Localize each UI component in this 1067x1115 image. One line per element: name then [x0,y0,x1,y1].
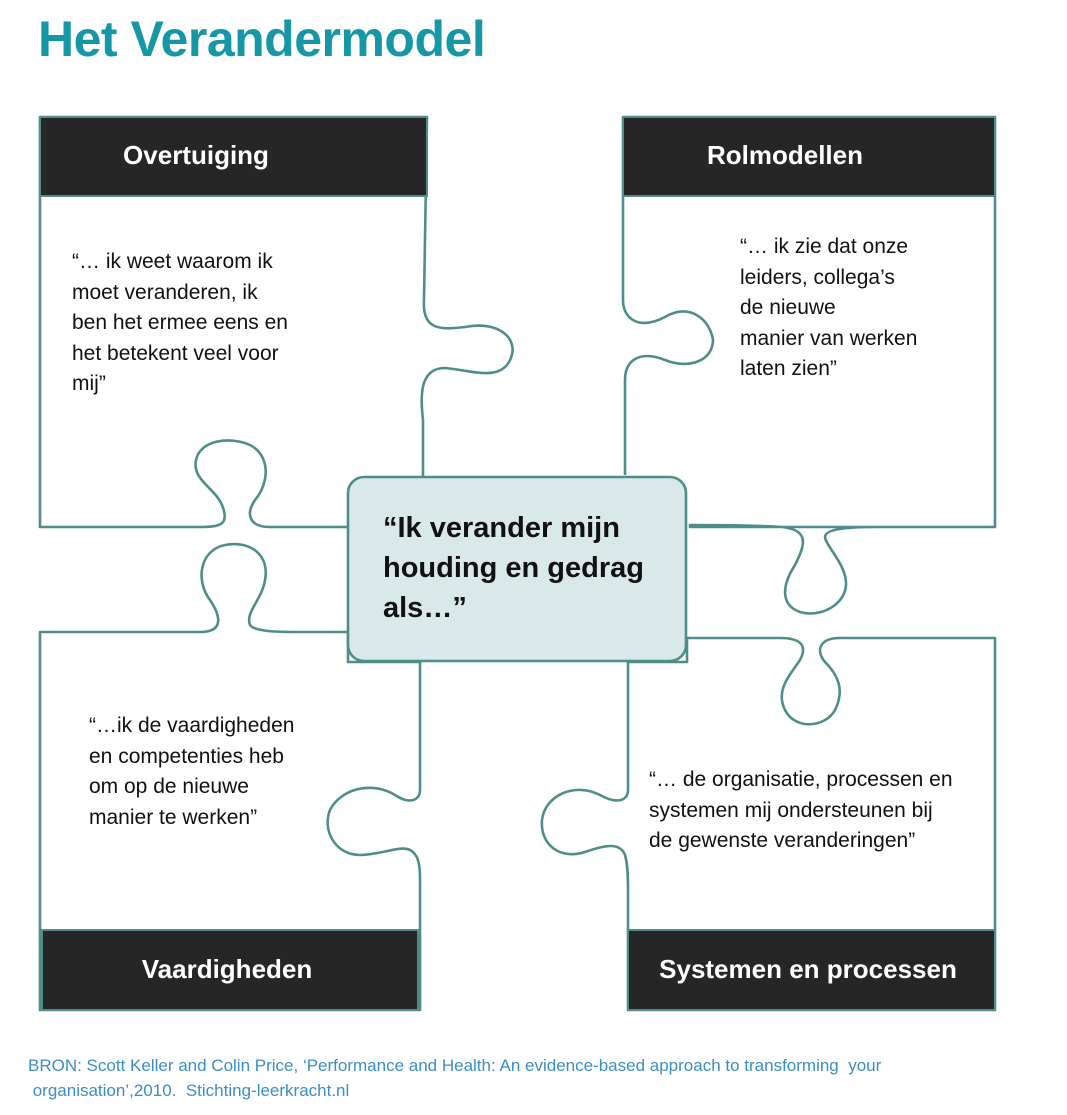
quote-line: ben het ermee eens en [72,311,288,334]
quote-rolmodellen [740,232,917,385]
center-quote-line: houding en gedrag [383,552,644,584]
header-label-overtuiging: Overtuiging [123,140,269,170]
source-citation [28,1053,1048,1103]
quote-line: de gewenste veranderingen” [649,829,916,852]
source-line: BRON: Scott Keller and Colin Price, ‘Performance and Health: An evidence-based approach to transforming your [28,1056,882,1075]
source-line: organisation’,2010. Stichting-leerkracht.nl [28,1081,350,1100]
quote-line: “… de organisatie, processen en [649,768,953,791]
quote-line: en competenties heb [89,744,284,768]
header-label-vaardigheden: Vaardigheden [141,954,313,984]
quote-line: moet veranderen, ik [72,280,258,304]
center-quote [383,508,683,628]
header-label-systemen: Systemen en processen [659,954,957,984]
quote-systemen [649,765,953,857]
quote-line: “…ik de vaardigheden [89,714,295,737]
quote-line: mij” [72,372,106,395]
quote-overtuiging [72,247,288,400]
quote-line: “… ik weet waarom ik [72,250,273,273]
quote-line: laten zien” [740,357,837,380]
quote-line: leiders, collega’s [740,265,895,289]
quote-line: “… ik zie dat onze [740,235,909,258]
quote-line: de nieuwe [740,296,836,319]
quote-line: het betekent veel voor [72,341,279,365]
quote-line: om op de nieuwe [89,775,249,798]
quote-line: manier te werken” [89,805,258,829]
page-title: Het Verandermodel [38,11,486,67]
header-label-rolmodellen: Rolmodellen [706,140,863,170]
center-quote-line: als…” [383,592,467,624]
quote-vaardigheden [89,711,294,833]
center-quote-line: “Ik verander mijn [383,512,620,544]
quote-line: manier van werken [740,326,918,350]
quote-line: systemen mij ondersteunen bij [649,798,933,822]
